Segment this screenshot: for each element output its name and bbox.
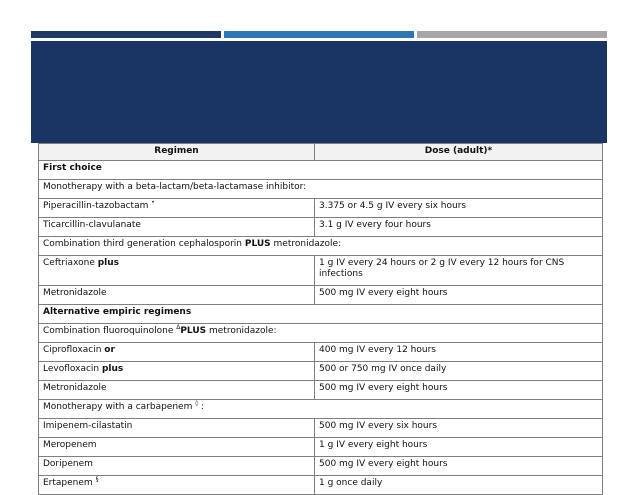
group-heading-emphasis: PLUS — [244, 239, 271, 249]
group-heading-suffix: metronidazole: — [270, 239, 342, 249]
table-row — [39, 286, 603, 305]
table-header-row — [39, 144, 603, 161]
dose-cell: 3.375 or 4.5 g IV every six hours — [315, 199, 603, 218]
drug-name: Ticarcillin-clavulanate — [43, 220, 141, 230]
group-heading-suffix: metronidazole: — [206, 326, 277, 336]
group-heading-row — [39, 237, 603, 256]
drug-name: Imipenem-cilastatin — [43, 421, 133, 431]
table-row — [39, 419, 603, 438]
dose-cell: 400 mg IV every 12 hours — [315, 343, 603, 362]
regimen-cell — [39, 438, 315, 457]
table-row — [39, 199, 603, 218]
section-title: First choice — [39, 161, 603, 180]
group-heading-cell — [39, 324, 603, 343]
title-banner — [31, 41, 607, 143]
accent-bar-gray — [417, 31, 607, 38]
footnote-mark: § — [95, 476, 99, 483]
regimen-cell — [39, 199, 315, 218]
regimen-cell — [39, 381, 315, 400]
drug-conjunction: plus — [97, 258, 120, 268]
group-heading-row — [39, 400, 603, 419]
drug-name: Ceftriaxone — [43, 258, 98, 268]
group-heading-cell — [39, 400, 603, 419]
accent-bars — [31, 31, 607, 38]
dose-cell: 500 mg IV every eight hours — [315, 286, 603, 305]
footnote-mark: • — [151, 199, 155, 206]
dose-cell: 500 mg IV every six hours — [315, 419, 603, 438]
regimen-cell — [39, 256, 315, 286]
table-body — [39, 161, 603, 495]
footnote-mark: ◊ — [195, 400, 199, 407]
drug-name: Piperacillin-tazobactam — [43, 201, 152, 211]
group-heading-text: Combination fluoroquinolone — [43, 326, 177, 336]
regimen-cell — [39, 362, 315, 381]
group-heading-text: Monotherapy with a carbapenem — [43, 402, 196, 412]
header-regimen: Regimen — [39, 144, 315, 161]
regimen-cell — [39, 218, 315, 237]
drug-conjunction: plus — [101, 364, 124, 374]
regimen-cell — [39, 476, 315, 495]
dose-cell: 500 mg IV every eight hours — [315, 381, 603, 400]
table-row — [39, 438, 603, 457]
dose-cell: 1 g IV every 24 hours or 2 g IV every 12 hours for CNS infections — [315, 256, 603, 286]
dose-cell: 1 g once daily — [315, 476, 603, 495]
regimen-cell — [39, 343, 315, 362]
drug-name: Metronidazole — [43, 288, 107, 298]
group-heading-cell — [39, 180, 603, 199]
regimen-cell — [39, 457, 315, 476]
dose-cell: 500 or 750 mg IV once daily — [315, 362, 603, 381]
regimen-table — [38, 143, 603, 495]
drug-name: Metronidazole — [43, 383, 107, 393]
regimen-cell — [39, 419, 315, 438]
table-row — [39, 343, 603, 362]
group-heading-emphasis: PLUS — [180, 326, 207, 336]
section-row — [39, 161, 603, 180]
drug-name: Levofloxacin — [43, 364, 102, 374]
group-heading-text: Combination third generation cephalosporin — [43, 239, 245, 249]
table-row — [39, 457, 603, 476]
section-row — [39, 305, 603, 324]
group-heading-suffix: : — [198, 402, 205, 412]
header-dose: Dose (adult)* — [315, 144, 603, 161]
section-title: Alternative empiric regimens — [39, 305, 603, 324]
accent-bar-blue — [224, 31, 414, 38]
table-row — [39, 256, 603, 286]
table-row — [39, 381, 603, 400]
dose-cell: 500 mg IV every eight hours — [315, 457, 603, 476]
drug-name: Doripenem — [43, 459, 93, 469]
table-row — [39, 362, 603, 381]
group-heading-text: Monotherapy with a beta-lactam/beta-lactamase inhibitor: — [43, 182, 307, 192]
accent-bar-dark-blue — [31, 31, 221, 38]
dose-cell: 3.1 g IV every four hours — [315, 218, 603, 237]
drug-name: Meropenem — [43, 440, 97, 450]
drug-conjunction: or — [104, 345, 115, 355]
drug-name: Ertapenem — [43, 478, 96, 488]
footnote-mark: Δ — [176, 324, 181, 331]
table-row — [39, 476, 603, 495]
group-heading-row — [39, 180, 603, 199]
regimen-cell — [39, 286, 315, 305]
table-row — [39, 218, 603, 237]
group-heading-cell — [39, 237, 603, 256]
dose-cell: 1 g IV every eight hours — [315, 438, 603, 457]
drug-name: Ciprofloxacin — [43, 345, 105, 355]
group-heading-row — [39, 324, 603, 343]
